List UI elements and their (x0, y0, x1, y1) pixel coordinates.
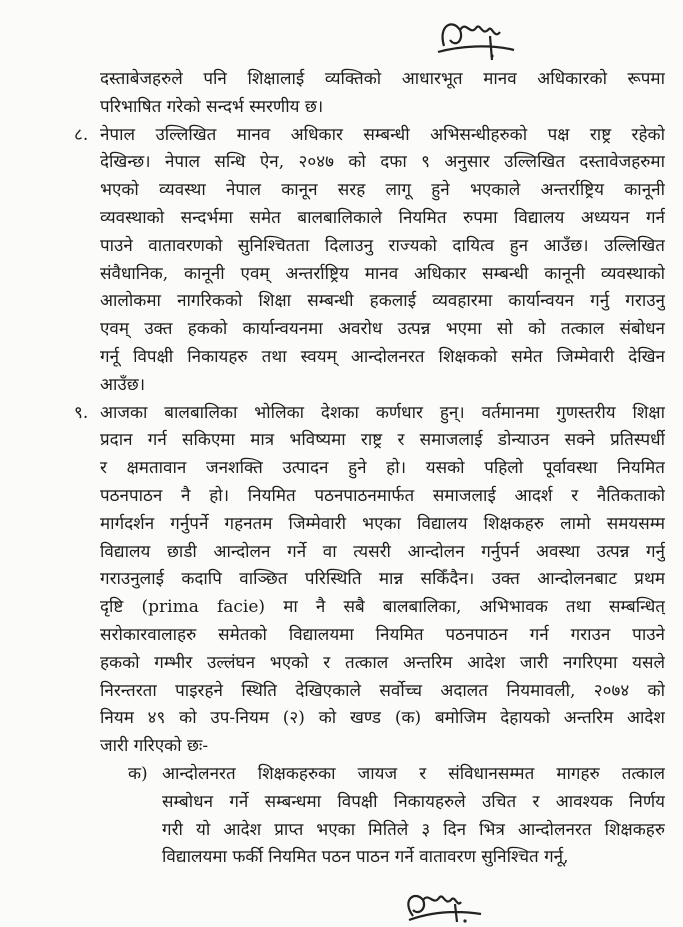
text-line: पाउने वातावरणको सुनिश्चितता दिलाउनु राज्यको दायित्व हुन आउँछ। उल्लिखित (100, 235, 665, 256)
text-line: परिभाषित गरेको सन्दर्भ स्मरणीय छ। (100, 96, 324, 117)
text-line: आन्दोलनरत शिक्षकहरुका जायज र संविधानसम्मत मागहरु तत्काल (162, 764, 665, 784)
text-line: देखिन्छ। नेपाल सन्धि ऐन, २०४७ को दफा ९ अनुसार उल्लिखित दस्तावेजहरुमा (100, 152, 665, 173)
text-line: गराउनुलाई कदापि वाञ्छित परिस्थिति मान्न सकिँदैन। उक्त आन्दोलनबाट प्रथम (100, 569, 665, 590)
sub-item-label: क) (128, 764, 148, 784)
signature-bottom (395, 884, 485, 926)
text-line: आउँछ। (100, 374, 146, 395)
text-line: संवैधानिक, कानूनी एवम् अन्तर्राष्ट्रिय मानव अधिकार सम्बन्धी कानूनी व्यवस्थाको (100, 263, 665, 284)
text-line: दृष्टि (prima facie) मा नै सबै बालबालिका, अभिभावक तथा सम्बन्धित् (100, 597, 665, 618)
text-line: हकको गम्भीर उल्लंघन भएको र तत्काल अन्तरिम आदेश जारी नगरिएमा यसले (100, 652, 665, 673)
text-line: नेपाल उल्लिखित मानव अधिकार सम्बन्धी अभिसन्धीहरुको पक्ष राष्ट्र रहेको (100, 124, 665, 145)
text-line: सम्बोधन गर्ने सम्बन्धमा विपक्षी निकायहरुले उचित र आवश्यक निर्णय (162, 791, 665, 812)
text-line: आलोकमा नागरिकको शिक्षा सम्बन्धी हकलाई व्यवहारमा कार्यान्वयन गर्नु गराउनु (100, 291, 665, 312)
text-line: आजका बालबालिका भोलिका देशका कर्णधार हुन्। वर्तमानमा गुणस्तरीय शिक्षा (100, 402, 665, 423)
item-number: ८. (74, 124, 89, 145)
text-line: विद्यालय छाडी आन्दोलन गर्ने वा त्यसरी आन्दोलन गर्नुपर्न अवस्था उत्पन्न गर्नु (100, 541, 665, 562)
text-line: विद्यालयमा फर्की नियमित पठन पाठन गर्ने वातावरण सुनिश्चित गर्नू, (162, 847, 569, 868)
text-line: मार्गदर्शन गर्नुपर्ने गहनतम जिम्मेवारी भएका विद्यालय शिक्षकहरु लामो समयसम्म (100, 513, 665, 534)
text-line: प्रदान गर्न सकिएमा मात्र भविष्यमा राष्ट्र र समाजलाई डोन्याउन सक्ने प्रतिस्पर्धी (100, 430, 665, 451)
text-line: र क्षमतावान जनशक्ति उत्पादन हुने हो। यसको पहिलो पूर्वावस्था नियमित (100, 458, 665, 479)
text-line: पठनपाठन नै हो। नियमित पठनपाठनमार्फत समाजलाई आदर्श र नैतिकताको (100, 486, 665, 506)
text-line: एवम् उक्त हकको कार्यान्वयनमा अवरोध उत्पन्न भएमा सो को तत्काल संबोधन (100, 319, 665, 340)
item-number: ९. (74, 402, 89, 423)
signature-top (430, 6, 520, 64)
text-line: दस्ताबेजहरुले पनि शिक्षालाई व्यक्तिको आधारभूत मानव अधिकारको रूपमा (100, 69, 665, 89)
text-line: गर्नू विपक्षी निकायहरु तथा स्वयम् आन्दोलनरत शिक्षकको समेत जिम्मेवारी देखिन (100, 347, 665, 367)
text-line: सरोकारवालाहरु समेतको विद्यालयमा नियमित पठनपाठन गर्न गराउन पाउने (100, 625, 665, 645)
text-line: गरी यो आदेश प्राप्त भएका मितिले ३ दिन भित्र आन्दोलनरत शिक्षकहरु (162, 819, 665, 840)
text-line: भएको व्यवस्था नेपाल कानून सरह लागू हुने भएकाले अन्तर्राष्ट्रिय कानूनी (100, 180, 665, 201)
text-line: व्यवस्थाको सन्दर्भमा समेत बालबालिकाले नियमित रुपमा विद्यालय अध्ययन गर्न (100, 208, 665, 228)
text-line: निरन्तरता पाइरहने स्थिति देखिएकाले सर्वोच्च अदालत नियमावली, २०७४ को (100, 680, 665, 701)
text-line: नियम ४९ को उप-नियम (२) को खण्ड (क) बमोजिम देहायको अन्तरिम आदेश (100, 708, 665, 729)
text-line: जारी गरिएको छः- (100, 736, 209, 757)
